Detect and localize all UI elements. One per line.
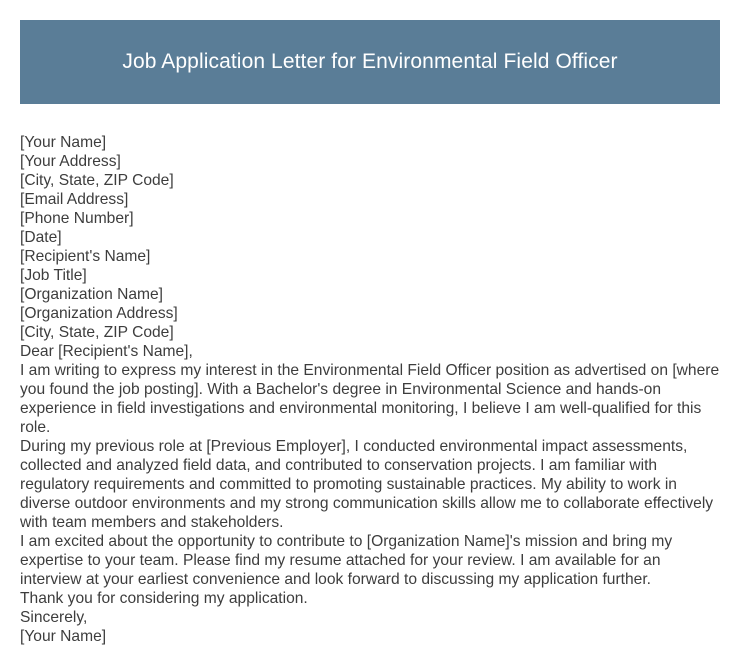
paragraph-intro: I am writing to express my interest in the Environmental Field Officer position as advertised on [where you found the job posting]. With a Bachelor's degree in Environmental Science and hands-on experience in field investigations and environmental monitoring, I believe I am well-qualified for this role. <box>20 362 720 436</box>
recipient-job-title: [Job Title] <box>20 267 87 284</box>
salutation: Dear [Recipient's Name], <box>20 343 193 360</box>
page-title: Job Application Letter for Environmental Field Officer <box>122 50 618 73</box>
recipient-block <box>20 247 722 342</box>
recipient-city-state-zip: [City, State, ZIP Code] <box>20 324 174 341</box>
letter-date: [Date] <box>20 229 62 246</box>
signature: [Your Name] <box>20 628 107 645</box>
recipient-name: [Recipient's Name] <box>20 248 151 265</box>
sender-address: [Your Address] <box>20 153 121 170</box>
paragraph-thanks: Thank you for considering my application. <box>20 590 308 607</box>
title-banner <box>20 20 720 104</box>
sender-block <box>20 133 722 228</box>
paragraph-motivation: I am excited about the opportunity to contribute to [Organization Name]'s mission and bring my expertise to your team. Please find my resume attached for your review. I am available for an interview at your earliest convenience and look forward to discussing my application further. <box>20 533 673 588</box>
sender-email: [Email Address] <box>20 191 129 208</box>
letter-body <box>20 133 722 646</box>
recipient-organization: [Organization Name] <box>20 286 164 303</box>
sender-phone: [Phone Number] <box>20 210 134 227</box>
recipient-organization-address: [Organization Address] <box>20 305 178 322</box>
closing: Sincerely, <box>20 609 88 626</box>
sender-city-state-zip: [City, State, ZIP Code] <box>20 172 174 189</box>
sender-name: [Your Name] <box>20 134 107 151</box>
paragraph-experience: During my previous role at [Previous Employer], I conducted environmental impact assessments, collected and analyzed field data, and contributed to conservation projects. I am familiar with regulatory requirements and committed to promoting sustainable practices. My ability to work in diverse outdoor environments and my strong communication skills allow me to collaborate effectively with team members and stakeholders. <box>20 438 714 531</box>
